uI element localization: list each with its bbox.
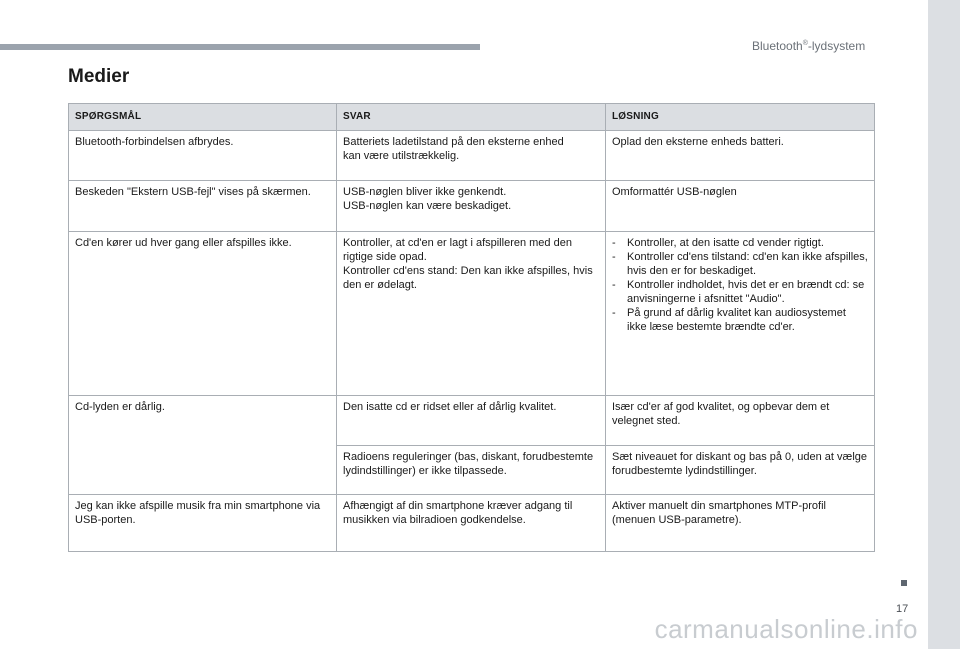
answer-cell bbox=[337, 232, 606, 396]
solution-bullet: - Kontroller cd'ens tilstand: cd'en kan ikke afspilles, hvis den er for beskadiget. bbox=[612, 250, 868, 278]
watermark: carmanualsonline.info bbox=[654, 614, 918, 644]
solution-bullet-list bbox=[612, 236, 868, 334]
solution-bullet: - Kontroller indholdet, hvis det er en brændt cd: se anvisningerne i afsnittet "Audio". bbox=[612, 278, 868, 306]
answer-line: Kontroller, at cd'en er lagt i afspilleren med den rigtige side opad. bbox=[343, 237, 572, 263]
question-cell: Beskeden "Ekstern USB-fejl" vises på skærmen. bbox=[69, 181, 337, 232]
section-title: Bluetooth®-lydsystem bbox=[752, 39, 866, 53]
answer-cell: Afhængigt af din smartphone kræver adgang til musikken via bilradioen godkendelse. bbox=[337, 495, 606, 552]
table-row bbox=[69, 396, 875, 446]
solution-cell: Især cd'er af god kvalitet, og opbevar dem et velegnet sted. bbox=[606, 396, 875, 446]
table-header-row bbox=[69, 104, 875, 131]
answer-line: Kontroller cd'ens stand: Den kan ikke afspilles, hvis den er ødelagt. bbox=[343, 265, 593, 291]
table-row bbox=[69, 495, 875, 552]
faq-table bbox=[68, 103, 875, 552]
question-cell: Jeg kan ikke afspille musik fra min smartphone via USB-porten. bbox=[69, 495, 337, 552]
answer-cell bbox=[337, 131, 606, 181]
question-cell: Cd'en kører ud hver gang eller afspilles ikke. bbox=[69, 232, 337, 396]
page-marker bbox=[901, 580, 907, 586]
page-edge-strip bbox=[928, 0, 960, 649]
table-row bbox=[69, 181, 875, 232]
answer-line: Batteriets ladetilstand på den eksterne enhed bbox=[343, 136, 564, 148]
column-header-solution: LØSNING bbox=[606, 104, 875, 131]
answer-cell bbox=[337, 181, 606, 232]
table-row bbox=[69, 131, 875, 181]
question-cell: Bluetooth-forbindelsen afbrydes. bbox=[69, 131, 337, 181]
solution-bullet: - På grund af dårlig kvalitet kan audiosystemet ikke læse bestemte brændte cd'er. bbox=[612, 306, 868, 334]
answer-line: USB-nøglen kan være beskadiget. bbox=[343, 200, 512, 212]
solution-bullet: - Kontroller, at den isatte cd vender rigtigt. bbox=[612, 236, 868, 250]
solution-cell: Omformattér USB-nøglen bbox=[606, 181, 875, 232]
page-number: 17 bbox=[896, 603, 909, 615]
solution-cell: Aktiver manuelt din smartphones MTP-profil (menuen USB-parametre). bbox=[606, 495, 875, 552]
answer-line: kan være utilstrækkelig. bbox=[343, 150, 460, 162]
answer-cell: Radioens reguleringer (bas, diskant, forudbestemte lydindstillinger) er ikke tilpassede. bbox=[337, 446, 606, 495]
answer-line: USB-nøglen bliver ikke genkendt. bbox=[343, 186, 507, 198]
column-header-answer: SVAR bbox=[337, 104, 606, 131]
table-row bbox=[69, 232, 875, 396]
header-rule bbox=[0, 44, 480, 50]
solution-cell: Sæt niveauet for diskant og bas på 0, uden at vælge forudbestemte lydindstillinger. bbox=[606, 446, 875, 495]
page-title: Medier bbox=[68, 66, 130, 87]
solution-cell bbox=[606, 232, 875, 396]
answer-cell: Den isatte cd er ridset eller af dårlig kvalitet. bbox=[337, 396, 606, 446]
question-cell: Cd-lyden er dårlig. bbox=[69, 396, 337, 495]
solution-cell: Oplad den eksterne enheds batteri. bbox=[606, 131, 875, 181]
column-header-question: SPØRGSMÅL bbox=[69, 104, 337, 131]
